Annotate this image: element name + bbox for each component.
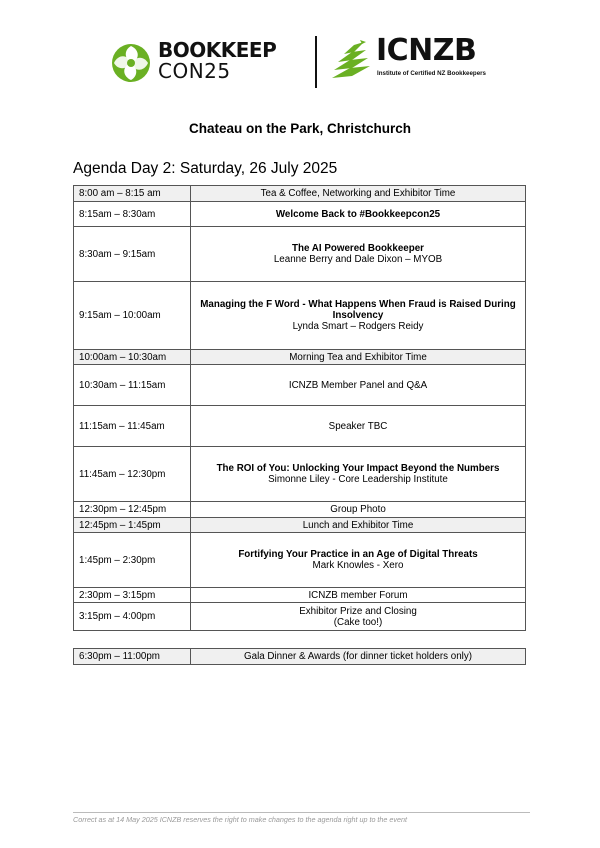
agenda-time: 3:15pm – 4:00pm: [74, 603, 191, 631]
icnzb-logo: [330, 33, 530, 88]
agenda-row: [74, 588, 526, 603]
agenda-time: 11:15am – 11:45am: [74, 406, 191, 447]
agenda-row: [74, 603, 526, 631]
icnzb-leaf-icon: [330, 38, 374, 82]
agenda-time: 2:30pm – 3:15pm: [74, 588, 191, 603]
agenda-row: [74, 533, 526, 588]
logo-divider: [315, 36, 317, 88]
gala-detail: Gala Dinner & Awards (for dinner ticket holders only): [191, 649, 526, 665]
agenda-time: 8:30am – 9:15am: [74, 227, 191, 282]
session-speaker: Mark Knowles - Xero: [312, 560, 404, 571]
bookkeepcon-logo: [110, 38, 300, 88]
session-title: Fortifying Your Practice in an Age of Digital Threats: [238, 549, 478, 560]
gala-row: [74, 649, 526, 665]
agenda-time: 10:30am – 11:15am: [74, 365, 191, 406]
agenda-time: 9:15am – 10:00am: [74, 282, 191, 350]
agenda-row: [74, 406, 526, 447]
session-speaker: Lynda Smart – Rodgers Reidy: [292, 321, 424, 332]
agenda-detail: ICNZB Member Panel and Q&A: [191, 365, 526, 406]
agenda-row: [74, 350, 526, 365]
icnzb-logo-subtitle: Institute of Certified NZ Bookkeepers: [377, 70, 486, 77]
bookkeepcon-logo-line1: BOOKKEEP: [158, 38, 277, 62]
footer-note: Correct as at 14 May 2025 ICNZB reserves the right to make changes to the agenda right up to the event: [73, 815, 408, 824]
session-speaker: Simonne Liley - Core Leadership Institute: [268, 474, 448, 485]
session-title: Welcome Back to #Bookkeepcon25: [275, 208, 441, 220]
agenda-time: 10:00am – 10:30am: [74, 350, 191, 365]
agenda-row: [74, 186, 526, 202]
footer-divider: [73, 812, 530, 813]
agenda-row: [74, 202, 526, 227]
agenda-detail: Speaker TBC: [191, 406, 526, 447]
session-detail: Exhibitor Prize and Closing: [299, 605, 417, 617]
agenda-time: 1:45pm – 2:30pm: [74, 533, 191, 588]
agenda-row: [74, 227, 526, 282]
bookkeepcon-logo-line2: CON25: [158, 59, 231, 83]
agenda-time: 8:15am – 8:30am: [74, 202, 191, 227]
gala-time: 6:30pm – 11:00pm: [74, 649, 191, 665]
agenda-row: [74, 282, 526, 350]
agenda-detail: ICNZB member Forum: [191, 588, 526, 603]
icnzb-logo-text: ICNZB: [376, 33, 477, 68]
agenda-time: 8:00 am – 8:15 am: [74, 186, 191, 202]
agenda-row: [74, 447, 526, 502]
agenda-time: 12:45pm – 1:45pm: [74, 518, 191, 533]
session-detail-note: (Cake too!): [333, 616, 383, 628]
agenda-time: 11:45am – 12:30pm: [74, 447, 191, 502]
gala-table: [73, 648, 526, 665]
agenda-row: [74, 518, 526, 533]
agenda-title: Agenda Day 2: Saturday, 26 July 2025: [73, 160, 338, 177]
agenda-row: [74, 502, 526, 518]
agenda-detail: Morning Tea and Exhibitor Time: [191, 350, 526, 365]
agenda-table: [73, 185, 526, 631]
bookkeepcon-swirl-icon: [110, 42, 152, 84]
agenda-time: 12:30pm – 12:45pm: [74, 502, 191, 518]
session-speaker: Leanne Berry and Dale Dixon – MYOB: [273, 254, 443, 265]
venue-heading: Chateau on the Park, Christchurch: [188, 121, 412, 136]
agenda-detail: Lunch and Exhibitor Time: [191, 518, 526, 533]
agenda-detail: Group Photo: [191, 502, 526, 518]
session-title: Managing the F Word - What Happens When Fraud is Raised During Insolvency: [200, 299, 516, 321]
session-title: The ROI of You: Unlocking Your Impact Beyond the Numbers: [216, 463, 500, 474]
agenda-row: [74, 365, 526, 406]
agenda-detail: Tea & Coffee, Networking and Exhibitor Time: [191, 186, 526, 202]
session-title: The AI Powered Bookkeeper: [292, 243, 424, 254]
